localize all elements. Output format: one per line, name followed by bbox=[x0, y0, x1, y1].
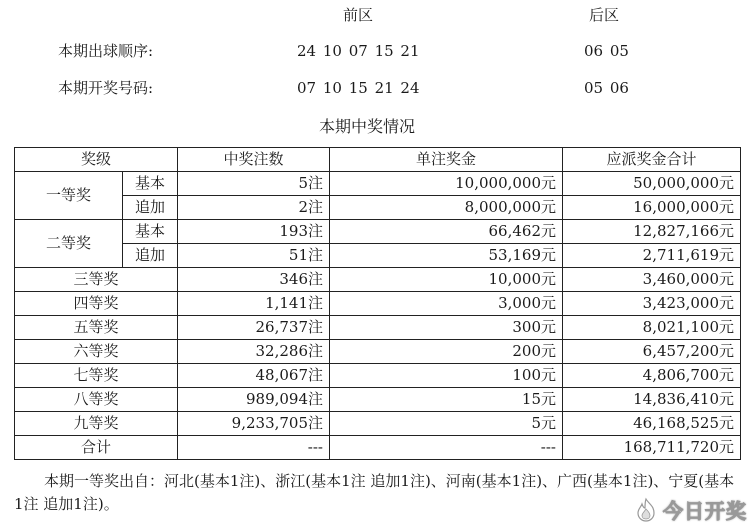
total-cell: 50,000,000元 bbox=[563, 172, 741, 196]
table-row bbox=[15, 268, 741, 292]
header-prize: 单注奖金 bbox=[330, 148, 563, 172]
prize-cell: 5元 bbox=[330, 412, 563, 436]
table-row bbox=[15, 196, 741, 220]
count-cell: 193注 bbox=[178, 220, 330, 244]
level-cell: 一等奖 bbox=[15, 172, 123, 220]
watermark-text: 今日开奖 bbox=[663, 499, 747, 523]
prize-cell: 10,000元 bbox=[330, 268, 563, 292]
header-total: 应派奖金合计 bbox=[563, 148, 741, 172]
flame-logo-icon bbox=[633, 497, 659, 523]
table-sum-row bbox=[15, 436, 741, 460]
level-cell: 四等奖 bbox=[15, 292, 178, 316]
type-cell: 追加 bbox=[123, 244, 178, 268]
count-cell: 51注 bbox=[178, 244, 330, 268]
type-cell: 基本 bbox=[123, 220, 178, 244]
count-cell: 32,286注 bbox=[178, 340, 330, 364]
winning-number-front: 07 10 15 21 24 bbox=[297, 79, 420, 97]
count-cell: 9,233,705注 bbox=[178, 412, 330, 436]
prize-cell: 8,000,000元 bbox=[330, 196, 563, 220]
prize-cell: 66,462元 bbox=[330, 220, 563, 244]
table-row bbox=[15, 340, 741, 364]
level-cell: 九等奖 bbox=[15, 412, 178, 436]
table-row bbox=[15, 316, 741, 340]
prize-cell: 200元 bbox=[330, 340, 563, 364]
level-cell: 八等奖 bbox=[15, 388, 178, 412]
total-cell: 3,460,000元 bbox=[563, 268, 741, 292]
header-count: 中奖注数 bbox=[178, 148, 330, 172]
table-row bbox=[15, 220, 741, 244]
first-prize-origin-note: 本期一等奖出自：河北(基本1注)、浙江(基本1注 追加1注)、河南(基本1注)、广西(基本1注)、宁夏(基本1注 追加1注)。 bbox=[14, 472, 735, 513]
prize-cell: 100元 bbox=[330, 364, 563, 388]
total-cell: 16,000,000元 bbox=[563, 196, 741, 220]
table-row bbox=[15, 388, 741, 412]
total-cell: 14,836,410元 bbox=[563, 388, 741, 412]
back-area-header: 后区 bbox=[589, 6, 620, 24]
count-cell: 989,094注 bbox=[178, 388, 330, 412]
prize-cell: 10,000,000元 bbox=[330, 172, 563, 196]
count-cell: 1,141注 bbox=[178, 292, 330, 316]
header-level: 奖级 bbox=[15, 148, 178, 172]
prize-table bbox=[14, 147, 741, 460]
count-cell: 346注 bbox=[178, 268, 330, 292]
level-cell: 三等奖 bbox=[15, 268, 178, 292]
total-cell: 6,457,200元 bbox=[563, 340, 741, 364]
total-cell: 2,711,619元 bbox=[563, 244, 741, 268]
total-cell: 3,423,000元 bbox=[563, 292, 741, 316]
count-cell: 2注 bbox=[178, 196, 330, 220]
sum-total-cell: 168,711,720元 bbox=[563, 436, 741, 460]
type-cell: 基本 bbox=[123, 172, 178, 196]
count-cell: 5注 bbox=[178, 172, 330, 196]
type-cell: 追加 bbox=[123, 196, 178, 220]
draw-order-back: 06 05 bbox=[584, 42, 629, 60]
winning-number-label: 本期开奖号码: bbox=[58, 79, 154, 97]
winning-number-back: 05 06 bbox=[584, 79, 629, 97]
total-cell: 12,827,166元 bbox=[563, 220, 741, 244]
level-cell: 七等奖 bbox=[15, 364, 178, 388]
prize-cell: 3,000元 bbox=[330, 292, 563, 316]
watermark bbox=[633, 495, 747, 524]
prize-cell: 15元 bbox=[330, 388, 563, 412]
level-cell: 五等奖 bbox=[15, 316, 178, 340]
prize-cell: 300元 bbox=[330, 316, 563, 340]
sum-label-cell: 合计 bbox=[15, 436, 178, 460]
total-cell: 8,021,100元 bbox=[563, 316, 741, 340]
table-row bbox=[15, 292, 741, 316]
table-row bbox=[15, 364, 741, 388]
table-row bbox=[15, 172, 741, 196]
draw-order-front: 24 10 07 15 21 bbox=[297, 42, 420, 60]
table-row bbox=[15, 244, 741, 268]
table-title: 本期中奖情况 bbox=[319, 117, 416, 136]
count-cell: 26,737注 bbox=[178, 316, 330, 340]
table-row bbox=[15, 412, 741, 436]
prize-cell: 53,169元 bbox=[330, 244, 563, 268]
front-area-header: 前区 bbox=[343, 6, 374, 24]
total-cell: 4,806,700元 bbox=[563, 364, 741, 388]
draw-order-label: 本期出球顺序: bbox=[58, 42, 154, 60]
count-cell: 48,067注 bbox=[178, 364, 330, 388]
sum-prize-cell: --- bbox=[330, 436, 563, 460]
level-cell: 二等奖 bbox=[15, 220, 123, 268]
sum-count-cell: --- bbox=[178, 436, 330, 460]
level-cell: 六等奖 bbox=[15, 340, 178, 364]
total-cell: 46,168,525元 bbox=[563, 412, 741, 436]
table-header-row bbox=[15, 148, 741, 172]
